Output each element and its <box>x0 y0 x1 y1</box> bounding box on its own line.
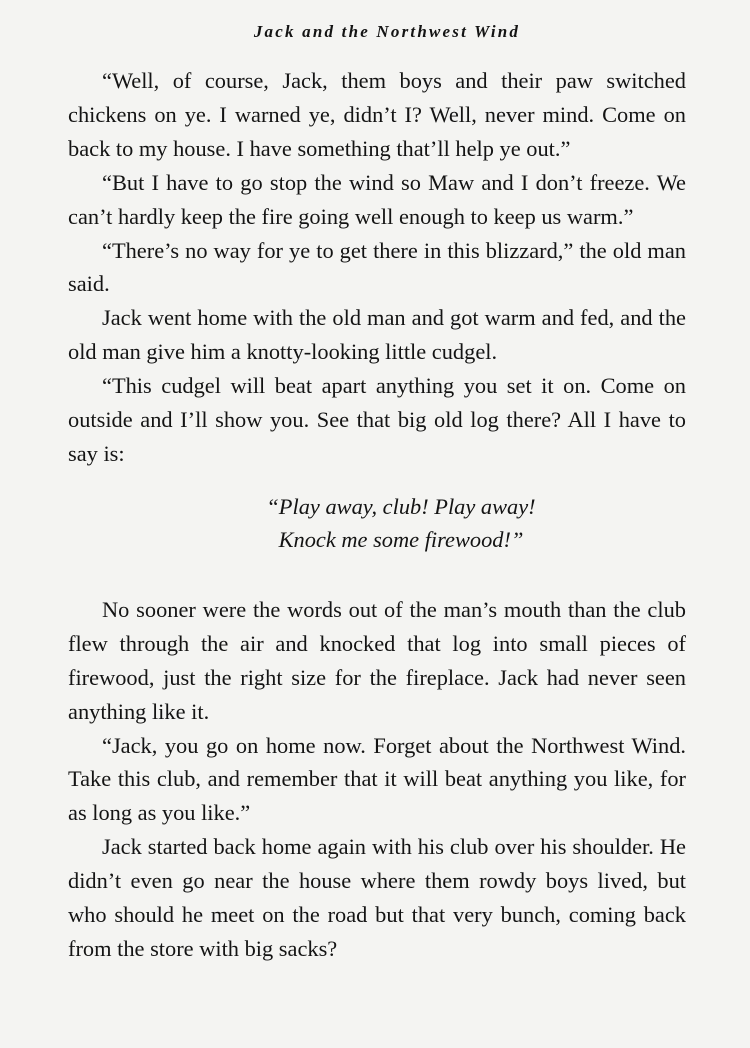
verse-line: Knock me some firewood!” <box>278 527 524 553</box>
paragraph: No sooner were the words out of the man’s mouth than the club flew through the air and knocked that log into small pieces of firewood, just the right size for the fireplace. Jack had never seen anything like it. <box>68 596 686 724</box>
paragraph: “Jack, you go on home now. Forget about the Northwest Wind. Take this club, and remember that it will beat anything you like, for as long as you like.” <box>68 732 686 826</box>
paragraph: “But I have to go stop the wind so Maw and I don’t freeze. We can’t hardly keep the fire going well enough to keep us warm.” <box>68 169 686 229</box>
paragraph: Jack went home with the old man and got warm and fed, and the old man give him a knotty-looking little cudgel. <box>68 305 686 365</box>
verse-block <box>68 490 686 557</box>
paragraph: “There’s no way for ye to get there in this blizzard,” the old man said. <box>68 237 686 297</box>
body-text <box>68 64 686 966</box>
paragraph: “This cudgel will beat apart anything you set it on. Come on outside and I’ll show you. See that big old log there? All I have to say is: <box>68 373 686 466</box>
verse-line: “Play away, club! Play away! <box>266 493 536 519</box>
paragraph: “Well, of course, Jack, them boys and their paw switched chickens on ye. I warned ye, didn’t I? Well, never mind. Come on back to my house. I have something that’ll help ye out.” <box>68 68 686 161</box>
paragraph: Jack started back home again with his club over his shoulder. He didn’t even go near the house where them rowdy boys lived, but who should he meet on the road but that very bunch, coming back from the store with big sacks? <box>68 834 686 961</box>
running-head: Jack and the Northwest Wind <box>253 22 521 41</box>
